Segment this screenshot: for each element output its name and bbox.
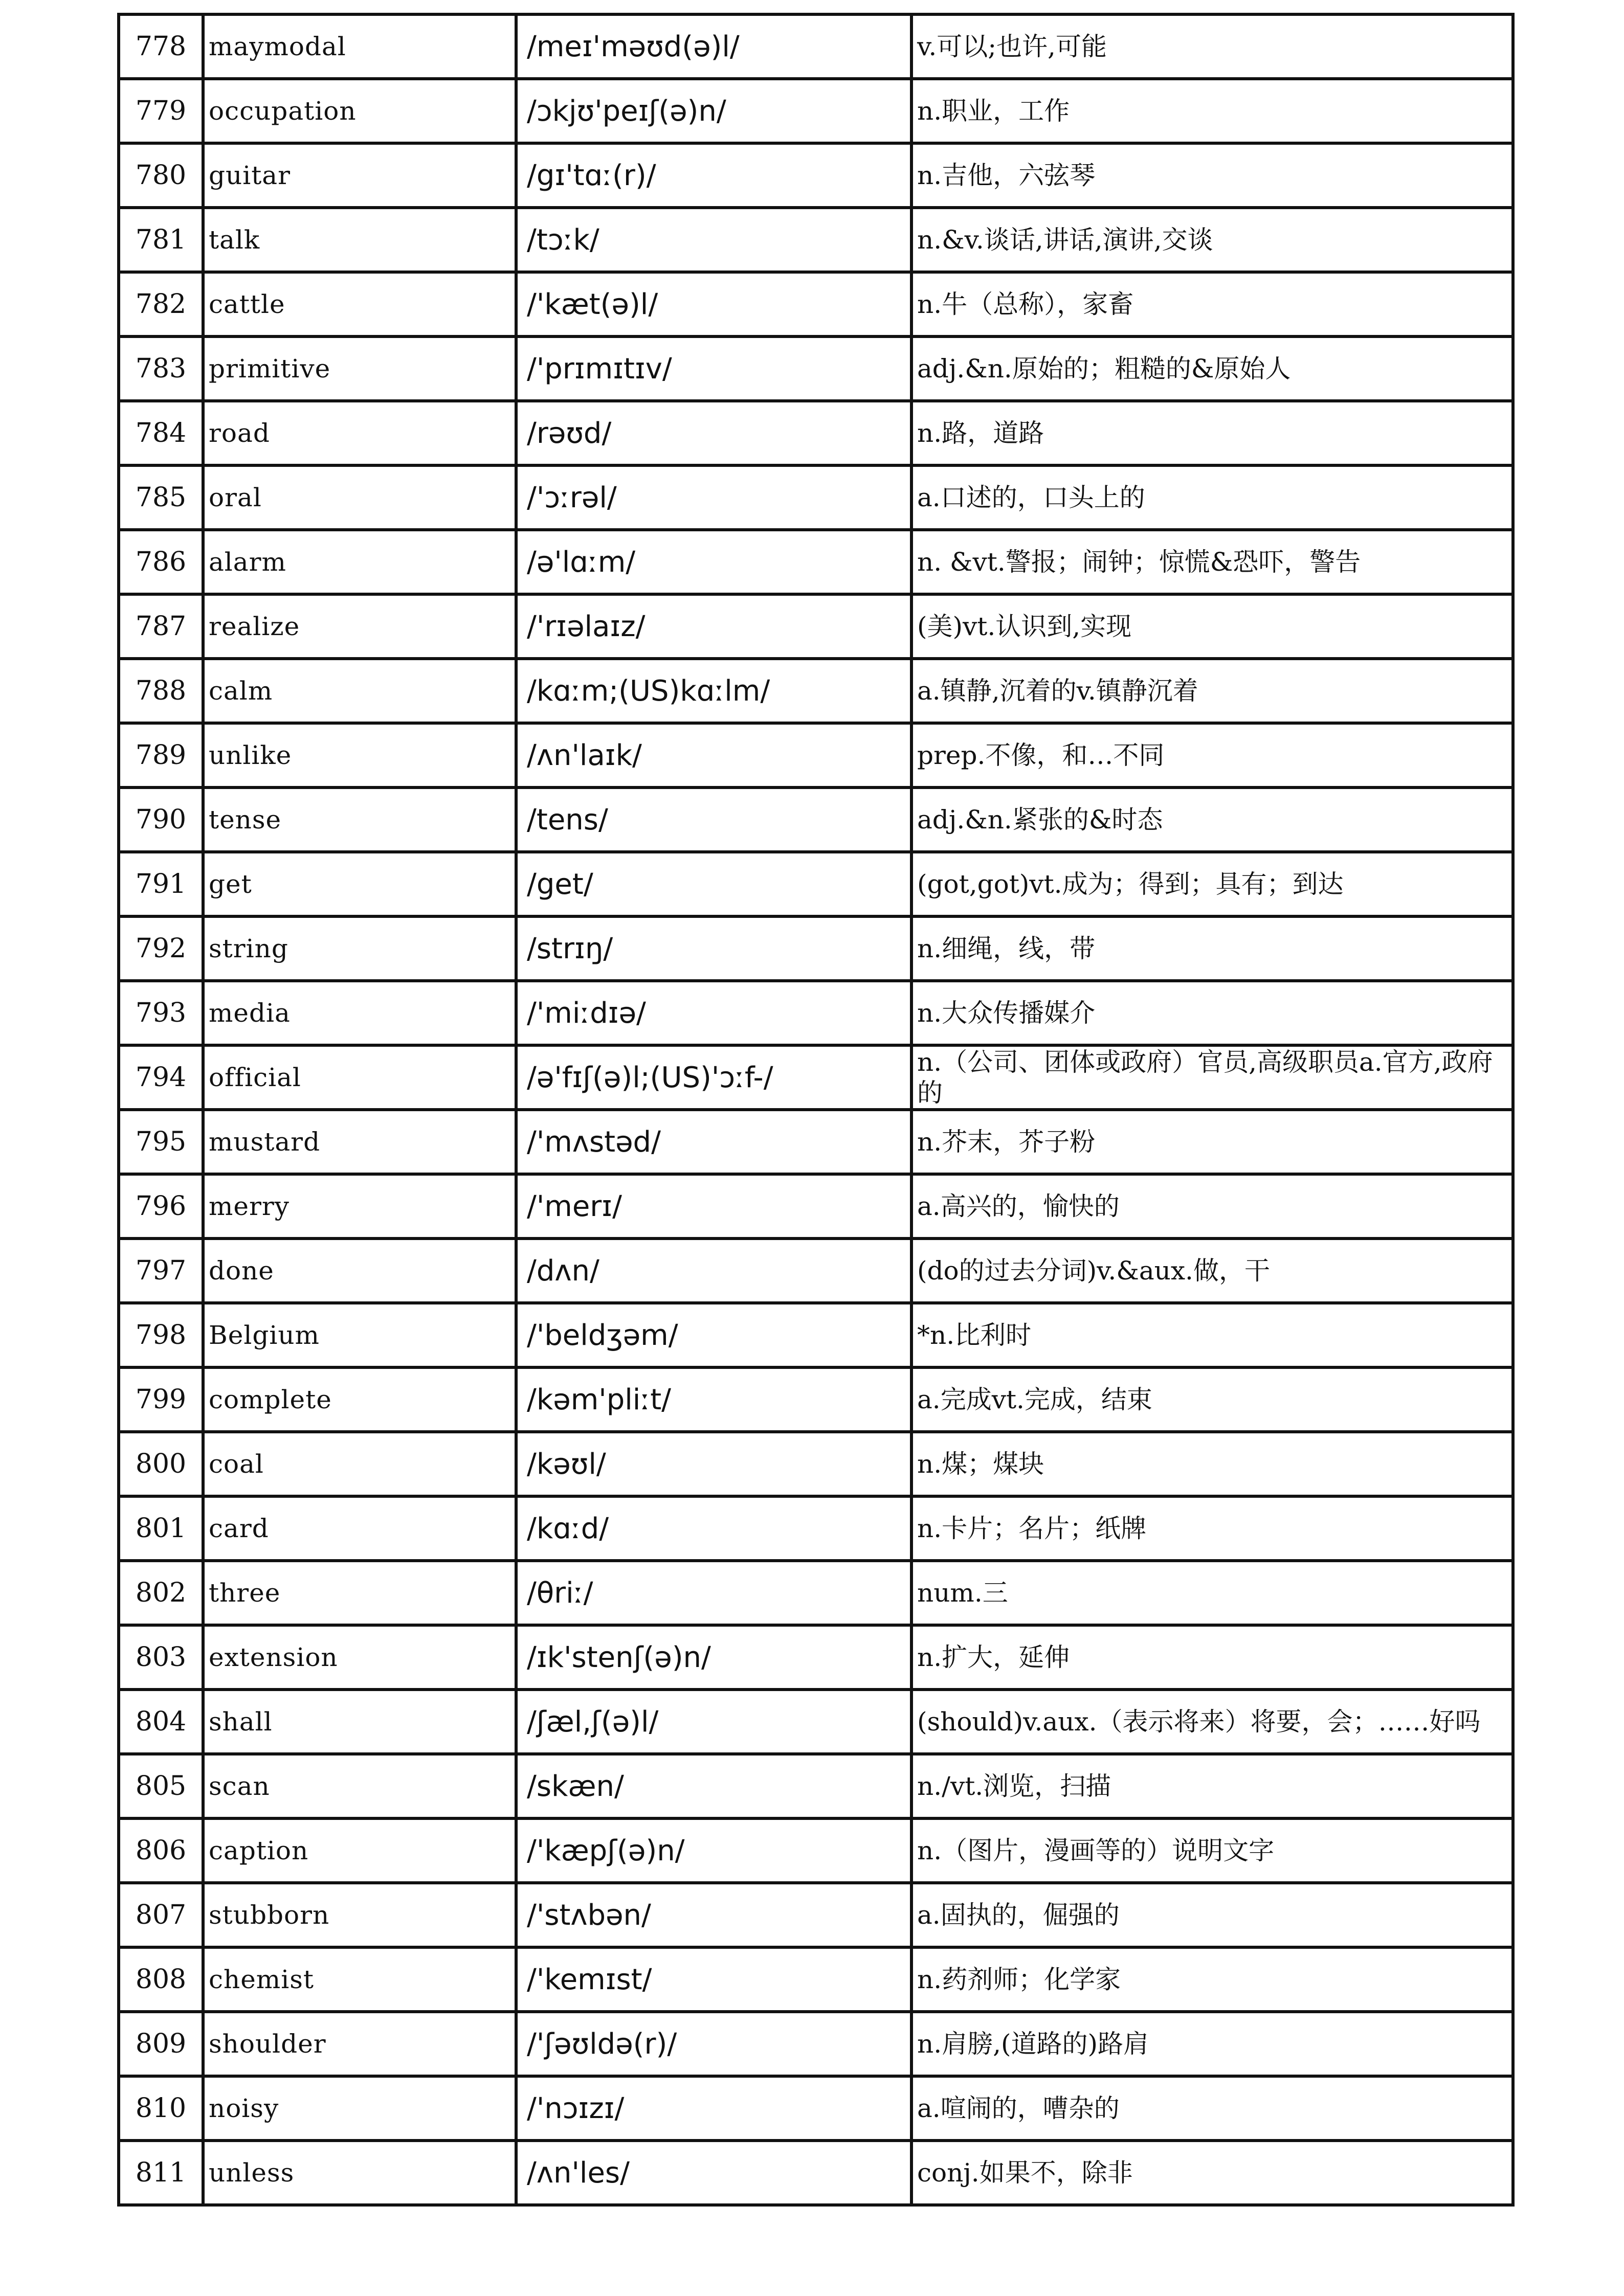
entry-word: unlike xyxy=(203,723,516,787)
entry-phonetic: /'beldʒəm/ xyxy=(516,1303,911,1367)
entry-phonetic: /'ɔːrəl/ xyxy=(516,465,911,530)
entry-word: official xyxy=(203,1045,516,1110)
entry-number: 778 xyxy=(119,14,203,79)
entry-phonetic: /'kæt(ə)l/ xyxy=(516,272,911,336)
table-row xyxy=(119,1110,1513,1174)
entry-phonetic: /'kæpʃ(ə)n/ xyxy=(516,1818,911,1883)
table-row xyxy=(119,401,1513,465)
entry-word: guitar xyxy=(203,143,516,208)
entry-word: complete xyxy=(203,1367,516,1432)
entry-meaning: n.&v.谈话,讲话,演讲,交谈 xyxy=(911,208,1513,272)
entry-phonetic: /kɑːm;(US)kɑːlm/ xyxy=(516,659,911,723)
entry-meaning: n.细绳，线，带 xyxy=(911,916,1513,981)
table-row xyxy=(119,79,1513,143)
entry-word: string xyxy=(203,916,516,981)
table-row xyxy=(119,981,1513,1045)
entry-phonetic: /'merɪ/ xyxy=(516,1174,911,1239)
entry-meaning: n.芥末，芥子粉 xyxy=(911,1110,1513,1174)
entry-meaning: n.大众传播媒介 xyxy=(911,981,1513,1045)
entry-meaning: n.路，道路 xyxy=(911,401,1513,465)
table-row xyxy=(119,1818,1513,1883)
entry-word: extension xyxy=(203,1625,516,1690)
entry-phonetic: /'stʌbən/ xyxy=(516,1883,911,1947)
entry-word: occupation xyxy=(203,79,516,143)
entry-number: 790 xyxy=(119,787,203,852)
entry-number: 810 xyxy=(119,2076,203,2141)
table-row xyxy=(119,1561,1513,1625)
entry-meaning: adj.&n.紧张的&时态 xyxy=(911,787,1513,852)
table-row xyxy=(119,272,1513,336)
vocabulary-table xyxy=(117,13,1515,2207)
table-row xyxy=(119,1239,1513,1303)
entry-meaning: n.卡片；名片；纸牌 xyxy=(911,1496,1513,1561)
table-row xyxy=(119,1496,1513,1561)
entry-phonetic: /ə'fɪʃ(ə)l;(US)'ɔːf-/ xyxy=(516,1045,911,1110)
entry-word: card xyxy=(203,1496,516,1561)
table-row xyxy=(119,1045,1513,1110)
entry-meaning: n.（图片，漫画等的）说明文字 xyxy=(911,1818,1513,1883)
entry-number: 791 xyxy=(119,852,203,916)
entry-word: caption xyxy=(203,1818,516,1883)
table-row xyxy=(119,2141,1513,2205)
entry-meaning: n.（公司、团体或政府）官员,高级职员a.官方,政府的 xyxy=(911,1045,1513,1110)
entry-word: unless xyxy=(203,2141,516,2205)
entry-word: cattle xyxy=(203,272,516,336)
entry-word: talk xyxy=(203,208,516,272)
entry-phonetic: /'prɪmɪtɪv/ xyxy=(516,336,911,401)
entry-phonetic: /tens/ xyxy=(516,787,911,852)
entry-number: 798 xyxy=(119,1303,203,1367)
entry-meaning: prep.不像，和…不同 xyxy=(911,723,1513,787)
entry-word: get xyxy=(203,852,516,916)
entry-phonetic: /rəʊd/ xyxy=(516,401,911,465)
entry-number: 782 xyxy=(119,272,203,336)
table-row xyxy=(119,465,1513,530)
entry-meaning: a.高兴的，愉快的 xyxy=(911,1174,1513,1239)
entry-meaning: a.完成vt.完成，结束 xyxy=(911,1367,1513,1432)
entry-word: calm xyxy=(203,659,516,723)
entry-word: scan xyxy=(203,1754,516,1818)
entry-number: 794 xyxy=(119,1045,203,1110)
table-row xyxy=(119,2012,1513,2076)
entry-number: 805 xyxy=(119,1754,203,1818)
table-row xyxy=(119,1947,1513,2012)
entry-word: noisy xyxy=(203,2076,516,2141)
entry-meaning: a.喧闹的，嘈杂的 xyxy=(911,2076,1513,2141)
table-row xyxy=(119,916,1513,981)
entry-meaning: a.固执的，倔强的 xyxy=(911,1883,1513,1947)
entry-phonetic: /dʌn/ xyxy=(516,1239,911,1303)
entry-meaning: *n.比利时 xyxy=(911,1303,1513,1367)
entry-phonetic: /ə'lɑːm/ xyxy=(516,530,911,594)
entry-word: chemist xyxy=(203,1947,516,2012)
table-row xyxy=(119,530,1513,594)
entry-phonetic: /θriː/ xyxy=(516,1561,911,1625)
entry-word: realize xyxy=(203,594,516,659)
entry-meaning: (美)vt.认识到,实现 xyxy=(911,594,1513,659)
entry-phonetic: /skæn/ xyxy=(516,1754,911,1818)
entry-meaning: adj.&n.原始的；粗糙的&原始人 xyxy=(911,336,1513,401)
entry-phonetic: /ɔkjʊ'peɪʃ(ə)n/ xyxy=(516,79,911,143)
table-row xyxy=(119,787,1513,852)
entry-phonetic: /gɪ'tɑː(r)/ xyxy=(516,143,911,208)
entry-phonetic: /ʌn'laɪk/ xyxy=(516,723,911,787)
table-row xyxy=(119,208,1513,272)
table-row xyxy=(119,1367,1513,1432)
table-row xyxy=(119,1690,1513,1754)
entry-number: 807 xyxy=(119,1883,203,1947)
entry-meaning: v.可以;也许,可能 xyxy=(911,14,1513,79)
table-row xyxy=(119,594,1513,659)
entry-number: 811 xyxy=(119,2141,203,2205)
entry-number: 795 xyxy=(119,1110,203,1174)
entry-number: 785 xyxy=(119,465,203,530)
table-row xyxy=(119,14,1513,79)
entry-number: 788 xyxy=(119,659,203,723)
entry-phonetic: /kəm'pliːt/ xyxy=(516,1367,911,1432)
vocabulary-table-body xyxy=(119,14,1513,2205)
entry-number: 792 xyxy=(119,916,203,981)
entry-number: 808 xyxy=(119,1947,203,2012)
entry-word: shall xyxy=(203,1690,516,1754)
entry-meaning: (should)v.aux.（表示将来）将要，会；……好吗 xyxy=(911,1690,1513,1754)
entry-phonetic: /tɔːk/ xyxy=(516,208,911,272)
table-row xyxy=(119,659,1513,723)
entry-phonetic: /strɪŋ/ xyxy=(516,916,911,981)
table-row xyxy=(119,1754,1513,1818)
table-row xyxy=(119,1883,1513,1947)
entry-number: 797 xyxy=(119,1239,203,1303)
entry-meaning: n.煤；煤块 xyxy=(911,1432,1513,1496)
entry-phonetic: /'rɪəlaɪz/ xyxy=(516,594,911,659)
entry-phonetic: /ʃæl,ʃ(ə)l/ xyxy=(516,1690,911,1754)
entry-word: coal xyxy=(203,1432,516,1496)
entry-phonetic: /'ʃəʊldə(r)/ xyxy=(516,2012,911,2076)
entry-meaning: n.扩大，延伸 xyxy=(911,1625,1513,1690)
entry-number: 784 xyxy=(119,401,203,465)
entry-number: 803 xyxy=(119,1625,203,1690)
entry-word: mustard xyxy=(203,1110,516,1174)
entry-number: 783 xyxy=(119,336,203,401)
entry-number: 796 xyxy=(119,1174,203,1239)
entry-phonetic: /'mʌstəd/ xyxy=(516,1110,911,1174)
entry-phonetic: /'miːdɪə/ xyxy=(516,981,911,1045)
entry-number: 789 xyxy=(119,723,203,787)
entry-word: alarm xyxy=(203,530,516,594)
entry-word: shoulder xyxy=(203,2012,516,2076)
table-row xyxy=(119,852,1513,916)
entry-meaning: a.镇静,沉着的v.镇静沉着 xyxy=(911,659,1513,723)
entry-meaning: (got,got)vt.成为；得到；具有；到达 xyxy=(911,852,1513,916)
entry-number: 779 xyxy=(119,79,203,143)
entry-meaning: a.口述的，口头上的 xyxy=(911,465,1513,530)
entry-phonetic: /meɪ'məʊd(ə)l/ xyxy=(516,14,911,79)
entry-number: 809 xyxy=(119,2012,203,2076)
entry-phonetic: /kɑːd/ xyxy=(516,1496,911,1561)
entry-number: 799 xyxy=(119,1367,203,1432)
entry-phonetic: /'kemɪst/ xyxy=(516,1947,911,2012)
entry-number: 804 xyxy=(119,1690,203,1754)
entry-meaning: (do的过去分词)v.&aux.做，干 xyxy=(911,1239,1513,1303)
entry-phonetic: /get/ xyxy=(516,852,911,916)
table-row xyxy=(119,1303,1513,1367)
entry-word: oral xyxy=(203,465,516,530)
entry-phonetic: /ʌn'les/ xyxy=(516,2141,911,2205)
entry-meaning: n.药剂师；化学家 xyxy=(911,1947,1513,2012)
entry-word: merry xyxy=(203,1174,516,1239)
table-row xyxy=(119,2076,1513,2141)
entry-meaning: n. &vt.警报；闹钟；惊慌&恐吓，警告 xyxy=(911,530,1513,594)
entry-number: 781 xyxy=(119,208,203,272)
entry-meaning: n.吉他，六弦琴 xyxy=(911,143,1513,208)
entry-number: 801 xyxy=(119,1496,203,1561)
table-row xyxy=(119,1625,1513,1690)
table-row xyxy=(119,723,1513,787)
entry-phonetic: /kəʊl/ xyxy=(516,1432,911,1496)
table-row xyxy=(119,1432,1513,1496)
table-row xyxy=(119,143,1513,208)
entry-meaning: conj.如果不，除非 xyxy=(911,2141,1513,2205)
entry-meaning: n.肩膀,(道路的)路肩 xyxy=(911,2012,1513,2076)
entry-word: road xyxy=(203,401,516,465)
entry-word: media xyxy=(203,981,516,1045)
entry-phonetic: /ɪk'stenʃ(ə)n/ xyxy=(516,1625,911,1690)
entry-meaning: n.职业，工作 xyxy=(911,79,1513,143)
entry-word: done xyxy=(203,1239,516,1303)
table-row xyxy=(119,336,1513,401)
entry-number: 787 xyxy=(119,594,203,659)
entry-number: 793 xyxy=(119,981,203,1045)
entry-word: maymodal xyxy=(203,14,516,79)
entry-number: 786 xyxy=(119,530,203,594)
entry-phonetic: /'nɔɪzɪ/ xyxy=(516,2076,911,2141)
entry-meaning: n.牛（总称），家畜 xyxy=(911,272,1513,336)
entry-word: tense xyxy=(203,787,516,852)
entry-word: primitive xyxy=(203,336,516,401)
entry-meaning: num.三 xyxy=(911,1561,1513,1625)
entry-word: three xyxy=(203,1561,516,1625)
entry-number: 806 xyxy=(119,1818,203,1883)
entry-word: stubborn xyxy=(203,1883,516,1947)
entry-word: Belgium xyxy=(203,1303,516,1367)
entry-number: 800 xyxy=(119,1432,203,1496)
entry-number: 802 xyxy=(119,1561,203,1625)
entry-number: 780 xyxy=(119,143,203,208)
table-row xyxy=(119,1174,1513,1239)
entry-meaning: n./vt.浏览，扫描 xyxy=(911,1754,1513,1818)
